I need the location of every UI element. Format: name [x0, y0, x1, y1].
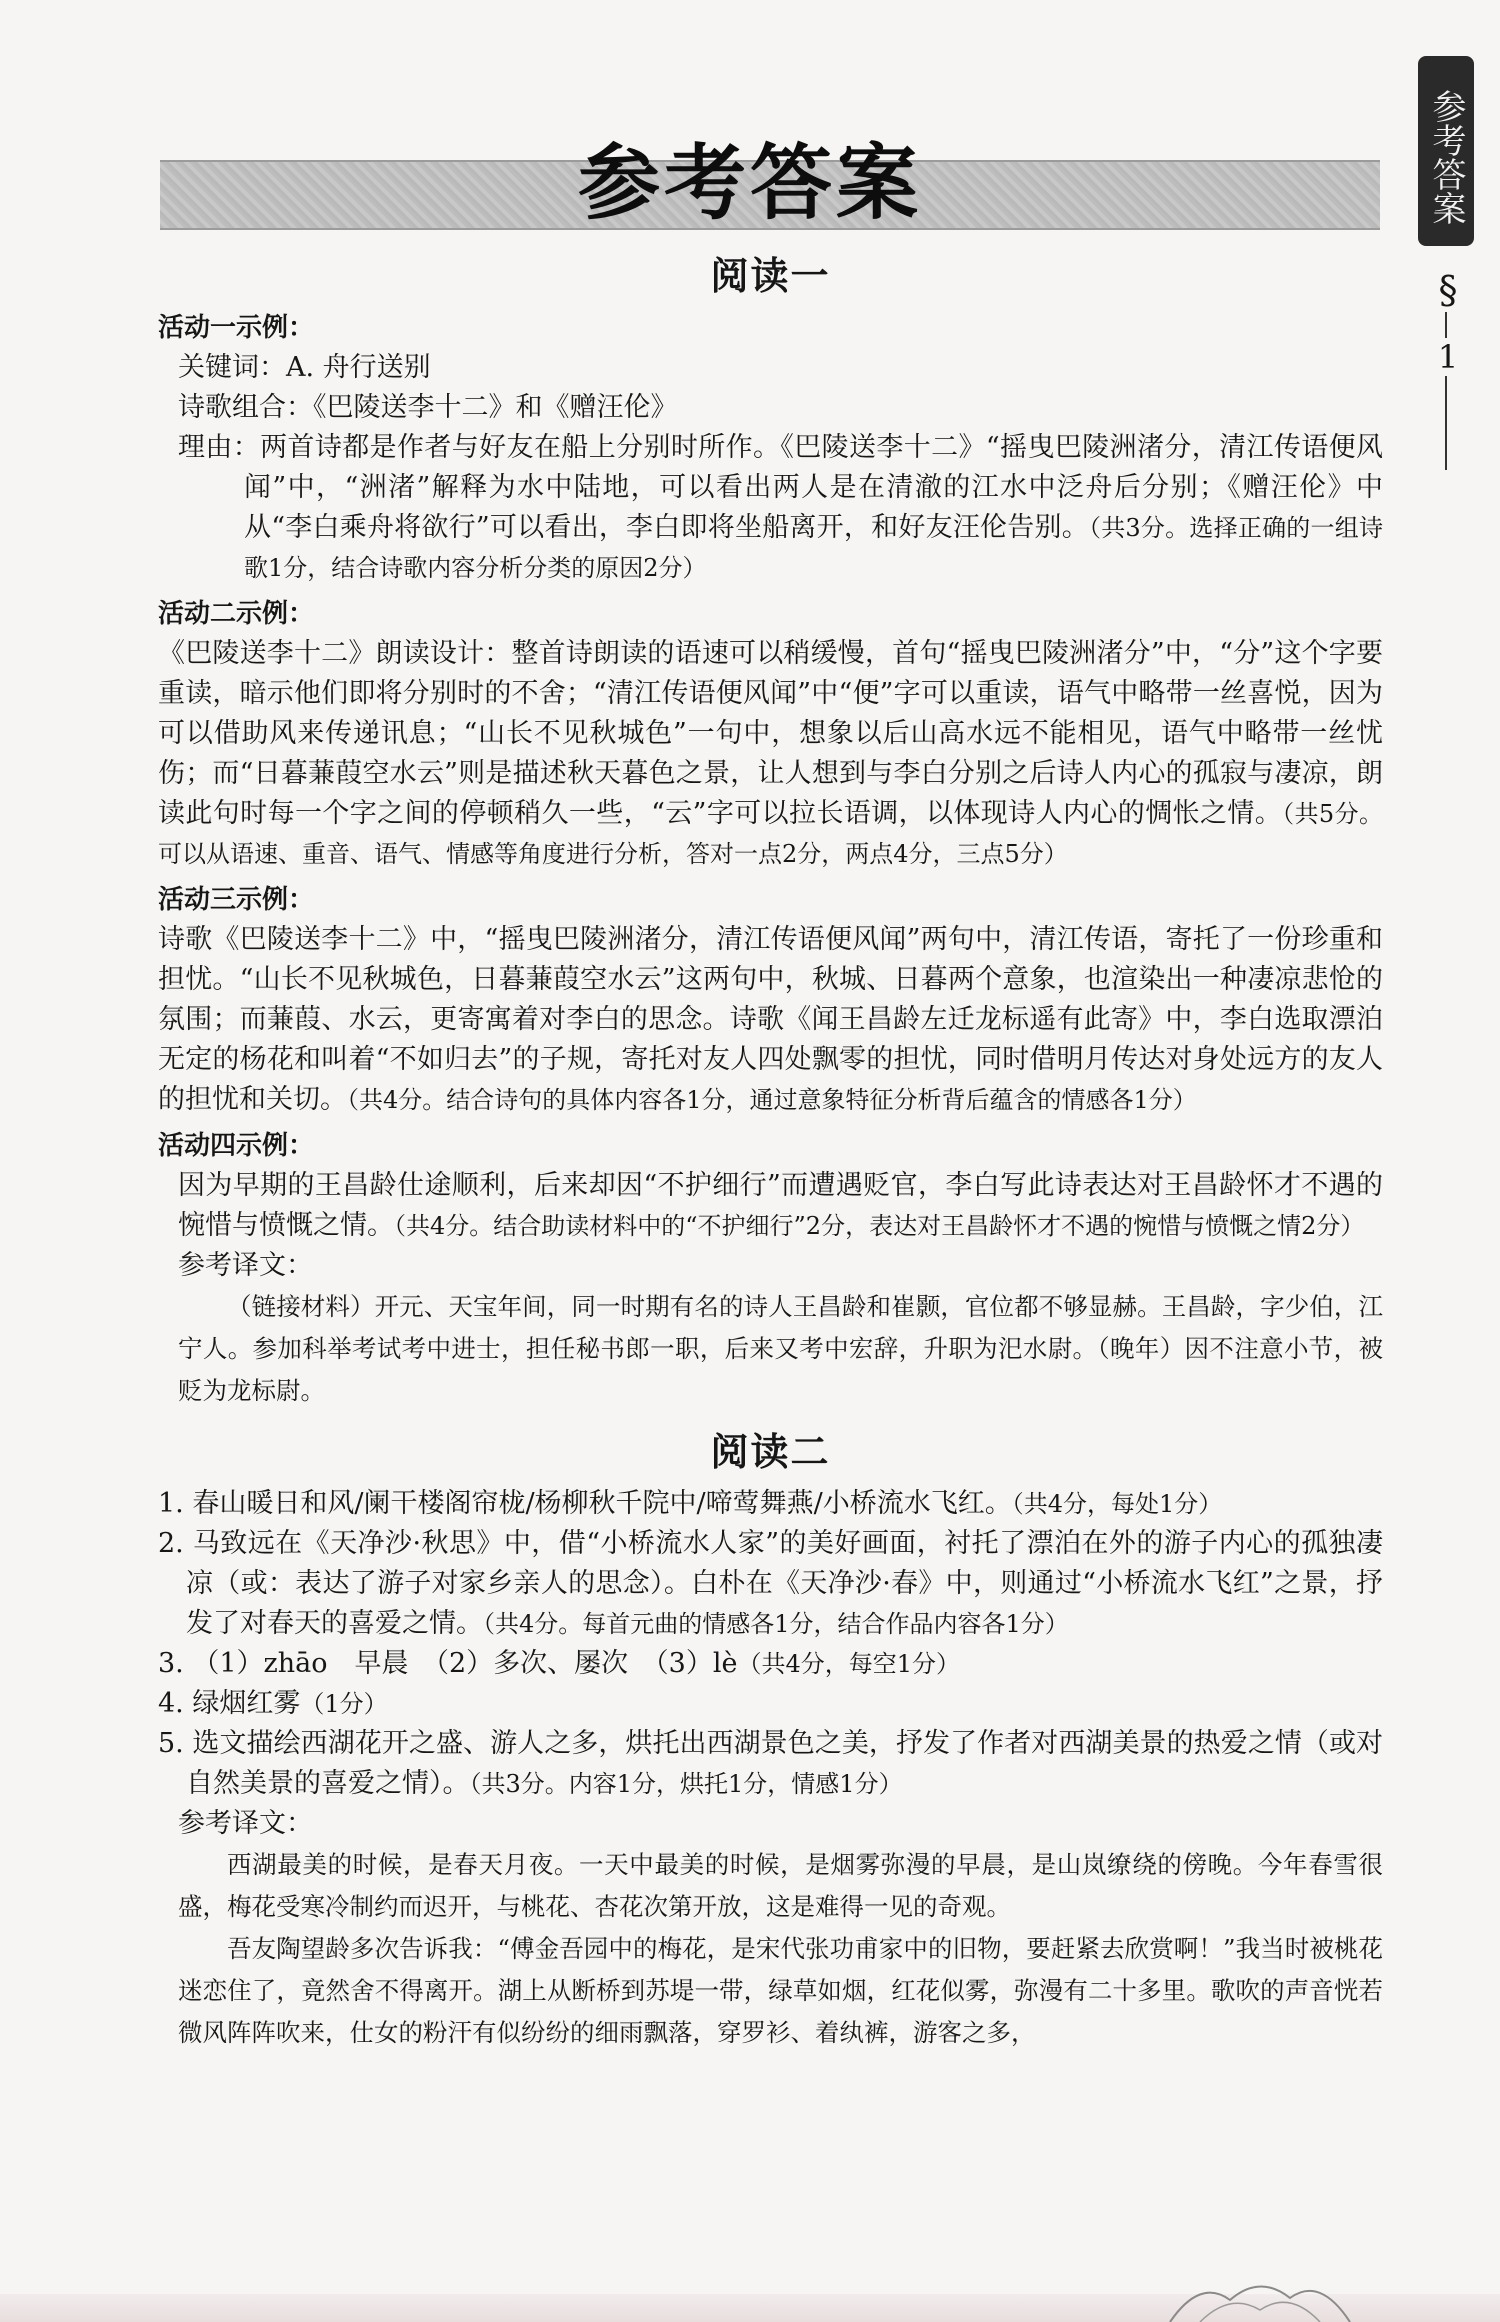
activity-3-score-note: （共4分。结合诗句的具体内容各1分，通过意象特征分析背后蕴含的情感各1分）	[347, 1086, 1197, 1114]
activity-1-combo: 诗歌组合：《巴陵送李十二》和《赠汪伦》	[178, 392, 678, 423]
activity-4-answer	[158, 1166, 1383, 1246]
activity-1-label: 活动一示例：	[158, 313, 315, 343]
question-2-number: 2.	[158, 1528, 184, 1559]
page-title: 参考答案	[577, 136, 922, 231]
question-4-number: 4.	[158, 1688, 184, 1719]
question-5	[158, 1724, 1383, 1804]
question-1-number: 1.	[158, 1488, 184, 1519]
answer-content	[158, 250, 1383, 2054]
question-1-answer: 春山暖日和风/阑干楼阁帘栊/杨柳秋千院中/啼莺舞燕/小桥流水飞红。	[192, 1488, 1012, 1519]
question-3	[158, 1644, 1383, 1684]
question-5-translation-para-2: 吾友陶望龄多次告诉我：“傅金吾园中的梅花，是宋代张功甫家中的旧物，要赶紧去欣赏啊！”我当时被桃花迷恋住了，竟然舍不得离开。湖上从断桥到苏堤一带，绿草如烟，红花似雾，弥漫有二十多里。歌吹的声音恍若微风阵阵吹来，仕女的粉汗有似纷纷的细雨飘落，穿罗衫、着纨裤，游客之多，	[178, 1934, 1383, 2047]
question-1-score-note: （共4分，每处1分）	[1011, 1490, 1223, 1518]
activity-3-label: 活动三示例：	[158, 885, 315, 915]
question-5-translation-para-1: 西湖最美的时候，是春天月夜。一天中最美的时候，是烟雾弥漫的早晨，是山岚缭绕的傍晚。今年春雪很盛，梅花受寒冷制约而迟开，与桃花、杏花次第开放，这是难得一见的奇观。	[178, 1850, 1383, 1921]
page-number: 1	[1428, 338, 1468, 376]
activity-4-translation: （链接材料）开元、天宝年间，同一时期有名的诗人王昌龄和崔颢，官位都不够显赫。王昌龄，字少伯，江宁人。参加科举考试考中进士，担任秘书郎一职，后来又考中宏辞，升职为汜水尉。（晚年）因不注意小节，被贬为龙标尉。	[178, 1292, 1383, 1405]
activity-3-text: 诗歌《巴陵送李十二》中，“摇曳巴陵洲渚分，清江传语便风闻”两句中，清江传语，寄托了一份珍重和担忧。“山长不见秋城色，日暮蒹葭空水云”这两句中，秋城、日暮两个意象，也渲染出一种凄凉悲怆的氛围；而蒹葭、水云，更寄寓着对李白的思念。诗歌《闻王昌龄左迁龙标遥有此寄》中，李白选取漂泊无定的杨花和叫着“不如归去”的子规，寄托对友人四处飘零的担忧，同时借明月传达对身处远方的友人的担忧和关切。	[158, 924, 1383, 1115]
side-tab-label: 参考答案	[1418, 56, 1474, 246]
activity-1-keyword: 关键词：A. 舟行送别	[178, 352, 431, 383]
question-3-answer: （1）zhāo 早晨 （2）多次、屡次 （3）lè	[192, 1648, 738, 1679]
question-5-translation-label: 参考译文：	[178, 1808, 313, 1839]
activity-1-score-note: （共3分。选择正确的一组诗歌1分，结合诗歌内容分析分类的原因2分）	[244, 514, 1383, 582]
question-3-score-note: （共4分，每空1分）	[737, 1650, 961, 1678]
question-2-score-note: （共4分。每首元曲的情感各1分，结合作品内容各1分）	[483, 1610, 1069, 1638]
activity-2-answer	[158, 634, 1383, 874]
question-5-answer: 选文描绘西湖花开之盛、游人之多，烘托出西湖景色之美，抒发了作者对西湖美景的热爱之情（或对自然美景的喜爱之情）。	[186, 1728, 1384, 1799]
question-5-score-note: （共3分。内容1分，烘托1分，情感1分）	[469, 1770, 903, 1798]
section-symbol: §	[1428, 268, 1468, 312]
activity-1-reason	[158, 428, 1383, 588]
activity-4-score-note: （共4分。结合助读材料中的“不护细行”2分，表达对王昌龄怀才不遇的惋惜与愤慨之情2分）	[394, 1212, 1365, 1240]
question-4-score-note: （1分）	[300, 1690, 388, 1718]
question-2-answer: 马致远在《天净沙·秋思》中，借“小桥流水人家”的美好画面，衬托了漂泊在外的游子内心的孤独凄凉（或：表达了游子对家乡亲人的思念）。白朴在《天净沙·春》中，则通过“小桥流水飞红”之景，抒发了对春天的喜爱之情。	[186, 1528, 1383, 1639]
question-3-number: 3.	[158, 1648, 184, 1679]
activity-3-answer	[158, 920, 1383, 1120]
activity-2-text: 《巴陵送李十二》朗读设计：整首诗朗读的语速可以稍缓慢，首句“摇曳巴陵洲渚分”中，“分”这个字要重读，暗示他们即将分别时的不舍；“清江传语便风闻”中“便”字可以重读，语气中略带一丝喜悦，因为可以借助风来传递讯息；“山长不见秋城色”一句中，想象以后山高水远不能相见，语气中略带一丝忧伤；而“日暮蒹葭空水云”则是描述秋天暮色之景，让人想到与李白分别之后诗人内心的孤寂与凄凉，朗读此句时每一个字之间的停顿稍久一些，“云”字可以拉长语调，以体现诗人内心的惆怅之情。	[158, 638, 1383, 829]
activity-4-label: 活动四示例：	[158, 1131, 315, 1161]
activity-1-reason-text: 理由：两首诗都是作者与好友在船上分别时所作。《巴陵送李十二》“摇曳巴陵洲渚分，清江传语便风闻”中，“洲渚”解释为水中陆地，可以看出两人是在清澈的江水中泛舟后分别；《赠汪伦》中从“李白乘舟将欲行”可以看出，李白即将坐船离开，和好友汪伦告别。	[178, 432, 1383, 543]
section-title-reading-1: 阅读一	[710, 254, 831, 298]
activity-4-text: 因为早期的王昌龄仕途顺利，后来却因“不护细行”而遭遇贬官，李白写此诗表达对王昌龄怀才不遇的惋惜与愤慨之情。	[178, 1170, 1383, 1241]
question-5-number: 5.	[158, 1728, 184, 1759]
flower-ornament-icon	[1160, 2270, 1360, 2322]
section-title-reading-2: 阅读二	[710, 1430, 831, 1474]
question-4	[158, 1684, 1383, 1724]
activity-2-label: 活动二示例：	[158, 599, 315, 629]
activity-2-score-note: （共5分。可以从语速、重音、语气、情感等角度进行分析，答对一点2分，两点4分，三点5分）	[158, 800, 1383, 868]
activity-4-translation-label: 参考译文：	[178, 1250, 313, 1281]
question-1	[158, 1484, 1383, 1524]
question-2	[158, 1524, 1383, 1644]
question-4-answer: 绿烟红雾	[192, 1688, 301, 1719]
